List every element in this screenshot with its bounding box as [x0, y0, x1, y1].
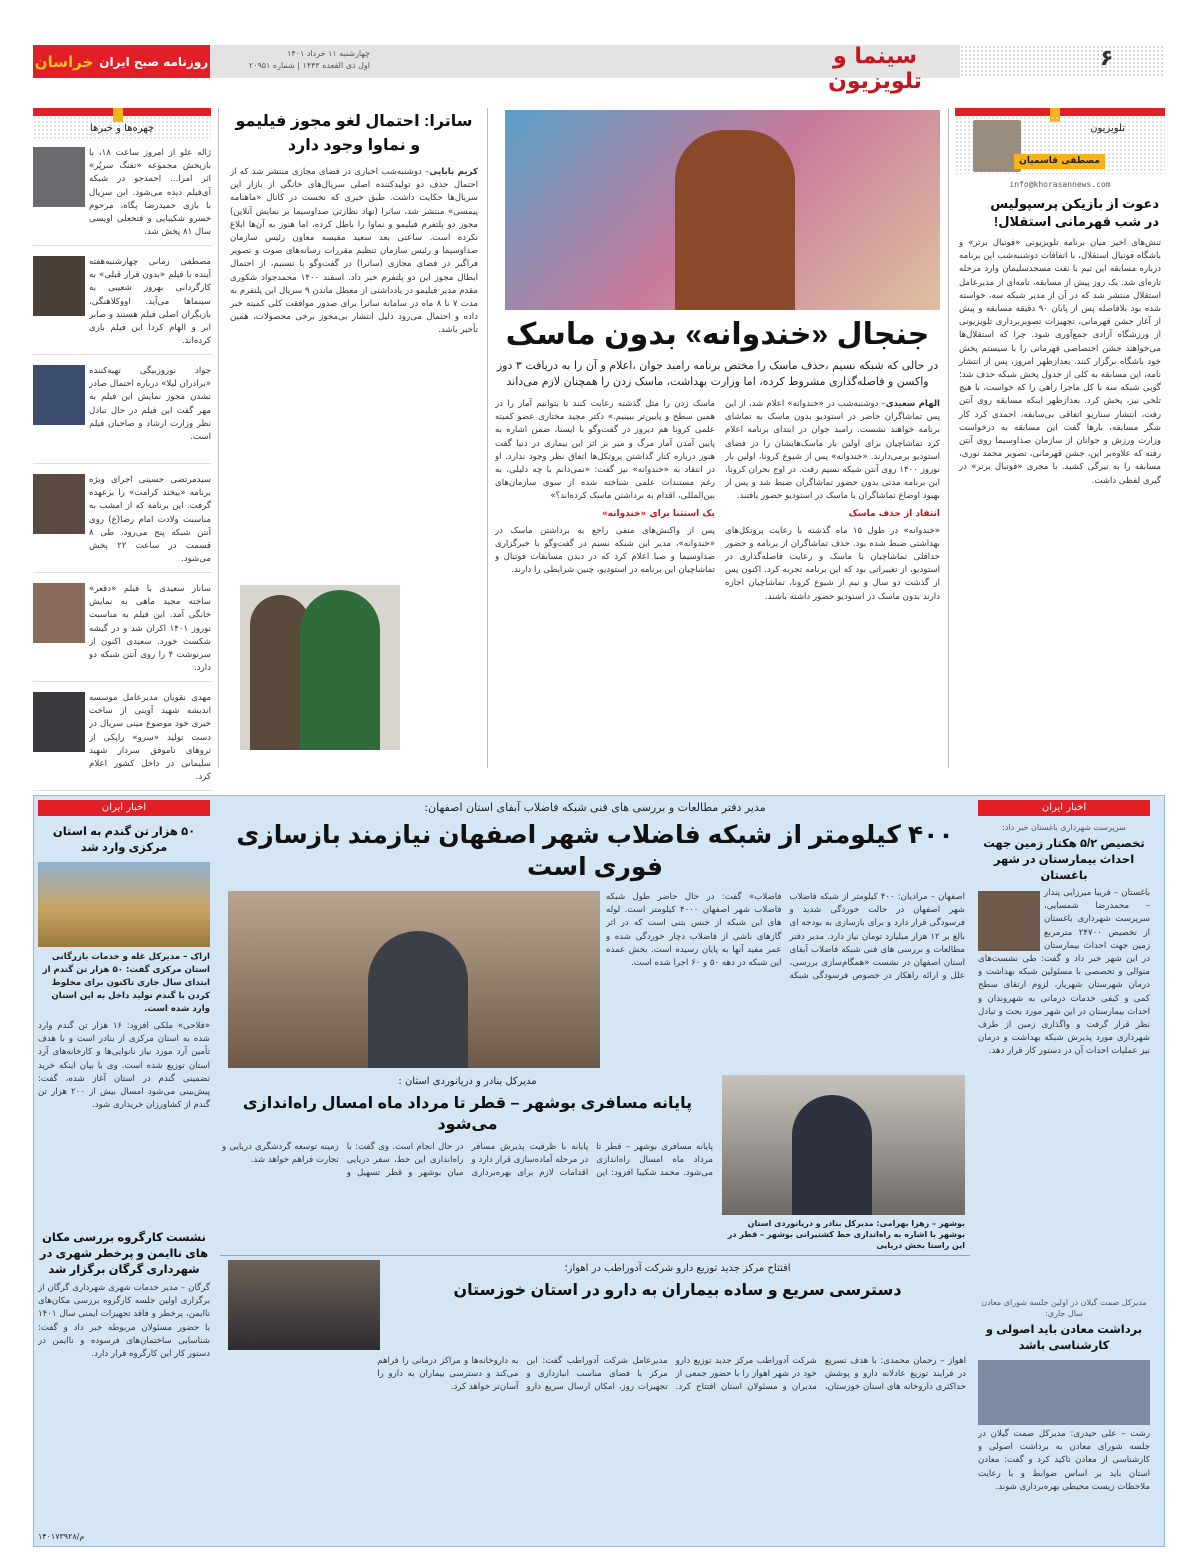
main-headline: جنجال «خندوانه» بدون ماسک: [505, 318, 930, 351]
right-box-label: اخبار ایران: [978, 800, 1150, 816]
left-box-label: اخبار ایران: [38, 800, 210, 816]
faces-item-photo: [33, 692, 85, 752]
issue-date: [220, 48, 370, 72]
main-col2-text: ماسک زدن را مثل گذشته رعایت کنند تا بتوانیم آمار را در همین سطح و پایین‌تر ببینیم.» دکتر مجید مختاری عضو کمیته علمی کرونا هم دیروز در گفت‌وگو با ایسنا، ضمن اشاره به پایین آمدن آمار مرگ و میر بر اثر این بیماری در دنیا گفت هنوز درباره کنار گذاشتن پروتکل‌ها اتفاق نظر وجود ندارد. او در انتقاد به «خندوانه» نیز گفت: «نمی‌دانم با چه دلیلی، به رغم مستندات علمی شناخته شده از سوی سازمان‌های بین‌المللی، اقدام به برداشتن ماسک کرده‌اند؟»: [495, 399, 715, 502]
main-col2b-text: پس از واکنش‌های منفی راجع به برداشتن ماسک در «خندوانه»، مدیر این شبکه نسیم در گفت‌وگو با خبرگزاری صداوسیما و صبا اعلام کرد که در دیدن مسابقات فوتبال و تماشاچیان این برنامه در استودیو، چنین شرایطی را دارند.: [495, 525, 715, 576]
right-box-kicker: سرپرست شهرداری باغستان خبر داد:: [1002, 823, 1126, 832]
main-col1b-text: «خندوانه» در طول ۱۵ ماه گذشته با رعایت پروتکل‌های بهداشتی ضبط شده بود. حذف تماشاگران از برنامه و حضور حداقلی تماشاچیان با ماسک و رعایت فاصله‌گذاری در استودیو، از تغییراتی بود که این برنامه تجربه کرد. اکنون پس از گذشت دو سال و نیم از شیوع کرونا، تماشاچیان اجازه دارند بدون ماسک در استودیو حضور داشته باشند.: [725, 525, 940, 602]
main-deck: در حالی که شبکه نسیم ،حذف ماسک را مختص برنامه رامبد جوان ،اعلام و آن را به دریافت ۳ دوز واکسن و فاصله‌گذاری مشروط کرده، اما وزارت بهداشت، ماسک زدن را همچنان لازم می‌داند: [496, 359, 939, 388]
newspaper-logo[interactable]: [33, 45, 210, 78]
faces-item: [33, 359, 211, 464]
opinion-column: [955, 108, 1165, 770]
right-box-photo-2: [978, 1360, 1150, 1425]
bushehr-caption: بوشهر – زهرا بهرامی: مدیرکل بنادر و دریانوردی استان بوشهر با اشاره به راه‌اندازی خط کشتیرانی بوشهر – قطر در این راستا بخش دریایی: [727, 1219, 965, 1250]
host-figure: [675, 130, 795, 310]
divider: [487, 108, 488, 768]
faces-item-photo: [33, 365, 85, 425]
column-title: دعوت از بازیکن پرسپولیس در شب قهرمانی استقلال!: [990, 196, 1159, 229]
main-col1-text: – دوشنبه‌شب در «خندوانه» اعلام شد، از این پس تماشاگران حاضر در استودیو بدون ماسک به تماشای برنامه خواهند نشست. رامبد جوان در ابتدای برنامه اعلام کرد تماشاچیان برای اولین بار ماسک‌هایشان را در فضای استودیو برمی‌دارند. «خندوانه» پس از شیوع کرونا، اولین بار نوروز ۱۴۰۰ روی آنتن شبکه نسیم رفت. در اوج بحران کرونا، این برنامه مدتی بدون حضور تماشاگران ضبط شد و پس از بهبود اوضاع تماشاگران با ماسک در استودیو حضور یافتند.: [725, 399, 940, 502]
author-email[interactable]: info@khorasannews.com: [1009, 180, 1111, 189]
faces-item-text: مصطفی زمانی چهارشنبه‌هفته آینده با فیلم «بدون قرار قبلی» به کارگردانی بهروز شعیبی به سینماها می‌آید. اووکلاهنگی، بازیگران اصلی فیلم هستند و صابر ابر و الهام کردا این فیلم بازی کرده‌اند.: [89, 257, 211, 347]
faces-item: [33, 577, 211, 682]
date-line-1: چهارشنبه ۱۱ خرداد ۱۴۰۱: [287, 49, 370, 58]
bushehr-photo: [722, 1075, 965, 1215]
faces-item: [33, 686, 211, 791]
satra-text: – دوشنبه‌شب اخباری در فضای مجازی منتشر شد که از احتمال حذف دو تولیدکننده اصلی سریال‌های خانگی از بازار این سریال‌ها حکایت داشت. طبق خبری که نخست در کانال «ماهنامه پیمسی» منتشر شد، ساترا (نهاد نظارتی صداوسیما بر نمایش آنلاین) مجوز دو پلتفرم فیلیمو و نماوا را باطل کرده، اما هنوز به آن‌ها ابلاغ نکرده است. ساعتی بعد سعید مقیسه معاون رئیس سازمان صداوسیما و رئیس سازمان تنظیم مقررات رسانه‌های صوت و تصویر فراگیر در فضای مجازی (ساترا) در گفت‌وگو با تسنیم، از احتمال ابطال مجوز این دو پلتفرم خبر داد. اسفند ۱۴۰۰ محمدجواد شکوری مقدم مدیر فیلیمو در یادداشتی از معطل ماندن ۹ سریال این پلتفرم به مدت ۷ تا ۸ ماه در سامانه ساترا برای صدور موافقت کلی کمیته خبر داده و احتمال می‌رود دلیل انتشار بی‌مجوز برخی محصولات، همین تأخیر باشد.: [230, 167, 478, 336]
faces-item-photo: [33, 474, 85, 534]
satra-headline: ساترا: احتمال لغو مجوز فیلیمو و نماوا وجود دارد: [235, 113, 473, 154]
main-article-photo: [505, 110, 940, 310]
faces-bar: [33, 108, 211, 116]
column-category: تلویزیون: [1090, 123, 1125, 134]
right-box-kicker-2: مدیرکل صمت گیلان در اولین جلسه شورای معادن سال جاری:: [981, 1298, 1147, 1318]
right-news-box: [978, 800, 1150, 1542]
faces-item-text: مهدی نقویان مدیرعامل موسسه اندیشه شهید آوینی از ساخت خبری خود موضوع مینی سریال در دست تولید «سرو» راپکی از تروهای ناموفق سردار شهید سلیمانی در داخل کشور اعلام کرد.: [89, 693, 211, 783]
khuzestan-kicker: افتتاح مرکز جدید توزیع دارو شرکت آدوراطب در اهواز؛: [564, 1263, 791, 1274]
column-body: تنش‌های اخیر میان برنامه تلویزیونی «فوتبال برتر» و باشگاه فوتبال استقلال، با اتفاقات دوشنبه‌شب این برنامه درباره مسابقه این تیم با نفت مسجدسلیمان وارد مرحله تازه‌ای شد. یک روز پیش از مسابقه، نامه‌ای از مدیرعامل استقلال منتشر شد که در آن از مدیر شبکه سه، خواسته شده بود بلافاصله پس از پایان ۹۰ دقیقه مسابقه و پیش از آغاز جشن قهرمانی، تجهیزات تصویربرداری تلویزیونی از ورزشگاه آزادی جمع‌آوری شود. چرا که استقلال‌ها می‌خواهند جشن اختصاصی قهرمانی را با سیستم پخش خود باشگاه برگزار کنند. بعدازظهر امروز، پس از انتشار نامه، این مسابقه به کلی از جدول پخش شبکه حذف شد؛ گویی شبکه سه با کل ماجرا راهی را که خواست، با هیچ تلخی نیز، پخش کرد. بعدازظهر اینکه مسابقه روی آنتن رفت، انتشار سناریو اتفاقی بی‌سابقه، احمدی کرد کار شگر مسابقه، بارها گفت این مسابقه به درخواست وزارت ورزش و جوانان از سازمان صداوسیما روی آنتن رفته که علاوه‌بر این، جشن قهرمانی، تصویر محمد نوری، مسابقه را به تیرگی کشید. با مجری «فوتبال برتر» در گیری لفظی داشت.: [959, 238, 1161, 486]
esfahan-photo: [228, 891, 600, 1068]
page-number: ۶: [1100, 46, 1114, 71]
left-box-headline: ۵۰ هزار تن گندم به استان مرکزی وارد شد: [52, 826, 196, 854]
faces-item-text: جواد نوروزبیگی تهیه‌کننده «برادران لیلا» درباره احتمال صادر نشدن مجوز نمایش این فیلم به مهر گفت این فیلم در حال تبادل نظر وزارت ارشاد و صاحبان فیلم است.: [89, 366, 211, 443]
right-box-headline: تخصیص ۵/۲ هکتار زمین جهت احداث بیمارستان در شهر باغستان: [983, 838, 1145, 882]
faces-item-photo: [33, 256, 85, 316]
esfahan-body: اصفهان – مرادیان: ۴۰۰ کیلومتر از شبکه فاضلاب شهر اصفهان در حالت خوردگی شدید و فرسودگی قرار دارد و برای بازسازی به بودجه ای بالغ بر ۱۲ هزار میلیارد تومان نیاز دارد. مدیر دفتر مطالعات و بررسی های فنی شبکه فاضلاب آبفای استان اصفهان در نشست «همگام‌سازی بررسی، علل و ارائه راهکار در خصوص فرسودگی شبکه فاضلاب» گفت: در حال حاضر طول شبکه فاضلاب شهر اصفهان ۴۰۰۰ کیلومتر است. لوله های این شبکه از جنس بتنی است که در اثر گازهای ناشی از فاضلاب دچار خوردگی شده و عمر مفید آنها به پایان رسیده است. بخش عمده این شبکه در دهه ۵۰ و ۶۰ اجرا شده است.: [606, 892, 965, 982]
left-box-headline-2: نشست کارگروه بررسی مکان های ناایمن و پرخطر شهری در شهرداری گرگان برگزار شد: [39, 1232, 209, 1276]
satra-photo: [240, 585, 400, 750]
right-box-headline-2: برداشت معادن باید اصولی و کارشناسی باشد: [985, 1324, 1143, 1352]
divider: [218, 108, 219, 768]
faces-item-text: ساناز سعیدی با فیلم «دقعر» ساخته مجید ماهی به نمایش خانگی آمد. این فیلم به مناسبت نوروز ۱۴۰۱ اکران شد و در گیشه شکست خورد. سعیدی اکنون از سرنوشت ۴ را روی آنتن شبکه دو دارد.: [89, 584, 211, 674]
khuzestan-headline: دسترسی سریع و ساده بیماران به دارو در استان خوزستان: [453, 1282, 902, 1299]
khuzestan-body-intro: [385, 1310, 966, 1350]
faces-column: [33, 108, 211, 795]
faces-title: چهره‌ها و خبرها: [33, 116, 211, 141]
date-line-2: اول ذی القعده ۱۴۴۳ | شماره ۲۰۹۵۱: [248, 61, 370, 70]
esfahan-article: [220, 800, 970, 1068]
esfahan-header: [220, 800, 970, 883]
column-bar: [955, 108, 1165, 116]
esfahan-kicker: مدیر دفتر مطالعات و بررسی های فنی شبکه فاضلاب آبفای استان اصفهان:: [424, 801, 766, 814]
satra-body: [230, 166, 478, 582]
right-box-body: باغستان – فریبا میرزایی پندار – محمدرضا شمسایی، سرپرست شهرداری باغستان از تخصیص ۲۴۷۰۰ مترمربع زمین جهت احداث بیمارستان در این شهر خبر داد و گفت: طی نشست‌های متوالی و تخصصی با مسئولین شبکه بهداشت و درمان شهرستان شهریار، لزوم ارتقای سطح کمی و کیفی خدمات درمانی به شهروندان و احداث بیمارستان در این شهر مورد بحث و تبادل نظر قرار گرفت و واگذاری زمین از طرف شهرداری مورد پذیرش شبکه بهداشت و درمان نیز عملیات احداث آن در دستور کار قرار دهد.: [978, 888, 1150, 1057]
left-box-lead: اراک – مدیرکل غله و خدمات بازرگانی استان مرکزی گفت: ۵۰ هزار تن گندم از ابتدای سال جاری تاکنون برای مخلوط کردن با گندم تولید داخل به این استان وارد شده است.: [42, 952, 210, 1014]
faces-item: [33, 250, 211, 355]
satra-article: [230, 110, 478, 582]
divider: [948, 108, 949, 768]
main-author: الهام سعیدی: [885, 399, 940, 409]
main-subhead-1: انتقاد از حذف ماسک: [848, 508, 940, 519]
faces-item-text: ژاله علو از امروز ساعت ۱۸، با بازپخش مجموعه «تفنگ سرپُر» اثر امرا... احمدجو در شبکه آی‌فیلم دیده می‌شود. این سریال با بازی حمیدرضا پگاه، مرحوم خسرو شکیبایی و فتحعلی اویسی سال ۸۱ پخش شد.: [89, 148, 211, 238]
left-box-body: «فلاحی» ملکی افزود: ۱۶ هزار تن گندم وارد شده به استان مرکزی از بنادر است و با هدف تأمین آرد مورد نیاز نانوایی‌ها و کارخانه‌های آرد استان توزیع شده است. وی با بیان اینکه خرید تضمینی گندم در استان آغاز شده، گفت: پیش‌بینی می‌شود امسال بیش از ۲۰۰ هزار تن گندم از کشاورزان خریداری شود.: [38, 1021, 210, 1111]
bushehr-body: پایانه مسافری بوشهر – قطر تا مرداد ماه امسال راه‌اندازی می‌شود. محمد شکیبا افزود: این پایانه با ظرفیت پذیرش مسافر در مرحله آماده‌سازی قرار دارد و اقدامات لازم برای بهره‌برداری در حال انجام است. وی گفت: با راه‌اندازی این خط، سفر دریایی میان بوشهر و قطر تسهیل و زمینه توسعه گردشگری دریایی و تجارت فراهم خواهد شد.: [222, 1142, 713, 1179]
main-article: [495, 110, 940, 770]
bushehr-article: [220, 1075, 715, 1250]
bushehr-kicker: مدیرکل بنادر و دریانوردی استان :: [398, 1076, 537, 1087]
faces-item: [33, 141, 211, 246]
faces-item-photo: [33, 583, 85, 643]
header-pattern: [960, 45, 1165, 78]
section-title: سینما و تلویزیون: [828, 44, 922, 94]
left-news-box: [38, 800, 210, 1542]
left-box-body-2: گرگان – مدیر خدمات شهری شهرداری گرگان از برگزاری اولین جلسه کارگروه بررسی مکان‌های ناایمن، پرخطر و فاقد تجهیزات ایمنی سال ۱۴۰۱ با حضور مسئولان مربوطه خبر داد و گفت: شناسایی ساختمان‌های فرسوده و ناایمن در دستور کار این کارگروه قرار دارد.: [38, 1283, 210, 1360]
main-col-1: [725, 398, 940, 770]
khuzestan-header: [385, 1262, 970, 1301]
main-subhead-2: یک استثنا برای «خندوانه»: [601, 508, 715, 519]
left-box-photo: [38, 862, 210, 947]
right-box-body-2: رشت – علی حیدری: مدیرکل صمت گیلان در جلسه شورای معادن به برداشت اصولی و کارشناسی از معادن تاکید کرد و گفت: معادن استان باید بر اساس ضوابط و با رعایت ملاحظات زیست محیطی بهره‌برداری شوند.: [978, 1429, 1150, 1492]
divider: [220, 1255, 970, 1256]
right-box-photo: [978, 891, 1040, 951]
faces-item-photo: [33, 147, 85, 207]
logo-tagline: روزنامه صبح ایران: [99, 54, 209, 69]
khuzestan-body: اهواز – رحمان محمدی: با هدف تسریع در فرایند توزیع عادلانه دارو و پوشش حداکثری داروخانه های استان خوزستان، شرکت آدوراطب مرکز جدید توزیع دارو خود در شهر اهواز را با حضور جمعی از مدیران و مسئولان استان افتتاح کرد. مدیرعامل شرکت آدوراطب گفت: این مرکز با فضای مناسب انبارداری و تجهیزات روز، امکان ارسال سریع دارو به داروخانه‌ها و مراکز درمانی را فراهم می‌کند و دسترسی بیماران به دارو را آسان‌تر خواهد کرد.: [377, 1356, 966, 1393]
main-col-2: [495, 398, 715, 770]
khuzestan-photo: [228, 1260, 380, 1350]
faces-item-text: سیدمرتضی حسینی اجرای ویژه برنامه «بیخند کرامت» را برعهده گرفت. این برنامه که از امشب به مناسبت ولادت امام رضا(ع) روی آنتن شبکه پنج می‌رود، طی ۸ قسمت در ساعت ۲۲ پخش می‌شود.: [89, 475, 211, 565]
faces-item: [33, 468, 211, 573]
ad-code: ۱۴۰۱۷۳۹۲۸/م: [38, 1532, 85, 1541]
bushehr-headline: پایانه مسافری بوشهر – قطر تا مرداد ماه امسال راه‌اندازی می‌شود: [242, 1095, 693, 1133]
satra-author: کریم بابایی: [429, 167, 478, 177]
author-name: مصطفی قاسمیان: [1014, 154, 1105, 169]
bushehr-header: [220, 1075, 715, 1135]
esfahan-headline: ۴۰۰ کیلومتر از شبکه فاضلاب شهر اصفهان نیازمند بازسازی فوری است: [236, 821, 954, 881]
logo-brand: خراسان: [34, 52, 94, 71]
